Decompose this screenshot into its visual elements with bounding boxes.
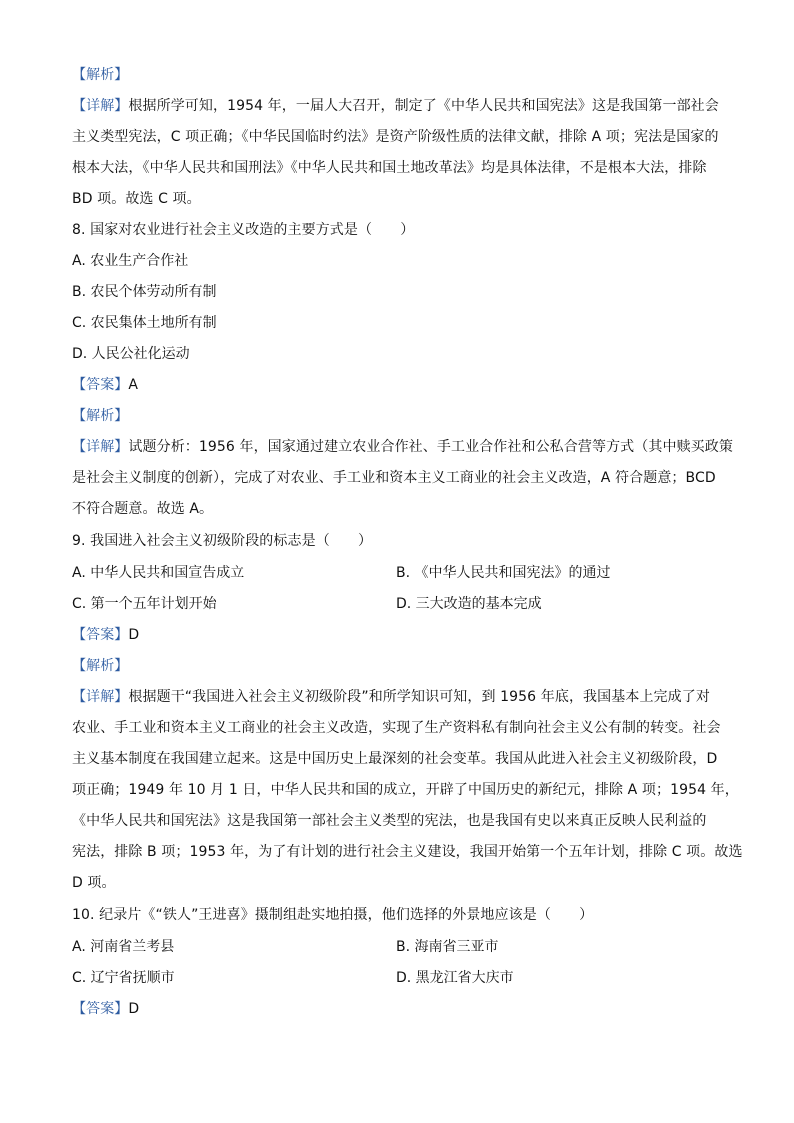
detail-line: 【详解】试题分析：1956 年，国家通过建立农业合作社、手工业合作社和公私合营等方式（其中赎买政策 (72, 439, 733, 455)
q8-answer: 【答案】A (72, 377, 139, 393)
q8-option-d: D. 人民公社化运动 (72, 346, 190, 362)
detail-line: D 项。 (72, 875, 116, 891)
detail-line: 《中华人民共和国宪法》这是我国第一部社会主义类型的宪法，也是我国有史以来真正反映人民利益的 (72, 813, 707, 829)
detail-line: 主义类型宪法，C 项正确；《中华民国临时约法》是资产阶级性质的法律文献，排除 A 项；宪法是国家的 (72, 129, 719, 145)
q10-answer: 【答案】D (72, 1001, 140, 1017)
answer-tag: 【答案】 (72, 627, 129, 643)
detail-line: 项正确；1949 年 10 月 1 日，中华人民共和国的成立，开辟了中国历史的新纪元，排除 A 项；1954 年， (72, 782, 739, 798)
q8-option-a: A. 农业生产合作社 (72, 253, 189, 269)
question-9-stem: 9. 我国进入社会主义初级阶段的标志是（ ） (72, 533, 373, 549)
detail-line: 是社会主义制度的创新），完成了对农业、手工业和资本主义工商业的社会主义改造，A 符合题意；BCD (72, 470, 716, 486)
q8-option-c: C. 农民集体土地所有制 (72, 315, 217, 331)
detail-line: 根本大法，《中华人民共和国刑法》《中华人民共和国土地改革法》均是具体法律，不是根本大法，排除 (72, 160, 707, 176)
q9-option-d: D. 三大改造的基本完成 (396, 596, 542, 612)
analysis-tag-3: 【解析】 (72, 658, 129, 674)
answer-tag: 【答案】 (72, 1001, 129, 1017)
q10-option-a: A. 河南省兰考县 (72, 939, 175, 955)
detail-line: 【详解】根据所学可知，1954 年，一届人大召开，制定了《中华人民共和国宪法》这是我国第一部社会 (72, 98, 719, 114)
detail-tag: 【详解】 (72, 98, 129, 114)
question-8-stem: 8. 国家对农业进行社会主义改造的主要方式是（ ） (72, 222, 415, 238)
q9-option-b: B. 《中华人民共和国宪法》的通过 (396, 565, 611, 581)
q10-option-b: B. 海南省三亚市 (396, 939, 499, 955)
analysis-tag-2: 【解析】 (72, 408, 129, 424)
analysis-tag-1: 【解析】 (72, 67, 129, 83)
q10-option-d: D. 黑龙江省大庆市 (396, 970, 514, 986)
detail-line: BD 项。故选 C 项。 (72, 191, 201, 207)
question-10-stem: 10. 纪录片《“铁人”王进喜》摄制组赴实地拍摄，他们选择的外景地应该是（ ） (72, 907, 594, 923)
q8-option-b: B. 农民个体劳动所有制 (72, 284, 217, 300)
q9-option-a: A. 中华人民共和国宣告成立 (72, 565, 245, 581)
detail-line: 主义基本制度在我国建立起来。这是中国历史上最深刻的社会变革。我国从此进入社会主义初级阶段，D (72, 751, 718, 767)
q10-option-c: C. 辽宁省抚顺市 (72, 970, 175, 986)
detail-line: 宪法，排除 B 项；1953 年，为了有计划的进行社会主义建设，我国开始第一个五年计划，排除 C 项。故选 (72, 844, 743, 860)
q9-option-c: C. 第一个五年计划开始 (72, 596, 217, 612)
detail-line: 不符合题意。故选 A。 (72, 501, 214, 517)
answer-tag: 【答案】 (72, 377, 129, 393)
detail-tag: 【详解】 (72, 439, 129, 455)
detail-line: 农业、手工业和资本主义工商业的社会主义改造，实现了生产资料私有制向社会主义公有制的转变。社会 (72, 720, 721, 736)
detail-tag: 【详解】 (72, 689, 129, 705)
q9-answer: 【答案】D (72, 627, 140, 643)
detail-line: 【详解】根据题干“我国进入社会主义初级阶段”和所学知识可知，到 1956 年底，我国基本上完成了对 (72, 689, 710, 705)
